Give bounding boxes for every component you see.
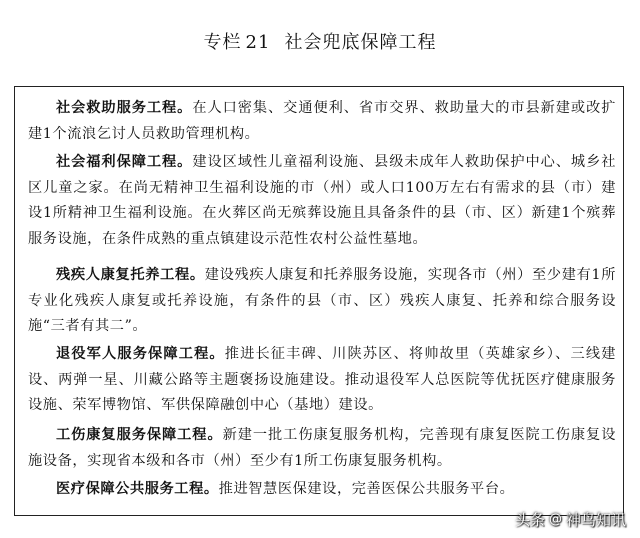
section-body: 推进智慧医保建设，完善医保公共服务平台。 [218, 481, 515, 497]
section-heading: 社会救助服务工程。 [56, 100, 193, 116]
title-text: 社会兜底保障工程 [284, 32, 437, 53]
section-body: 推进长征丰碑、川陕苏区、将帅故里（英雄家乡）、三线建设、两弹一星、川藏公路等主题褒扬设施建设。推动退役军人总医院等优抚医疗健康服务设施、荣军博物馆、军供保障融创中心（基地）建设。 [28, 346, 616, 413]
section-social-welfare [28, 150, 616, 252]
title-prefix: 专栏 [203, 32, 242, 53]
section-heading: 残疾人康复托养工程。 [56, 267, 205, 283]
section-body: 在人口密集、交通便利、省市交界、救助量大的市县新建或改扩建1个流浪乞讨人员救助管理机构。 [28, 100, 616, 142]
column-title [0, 28, 640, 54]
section-heading: 工伤康复服务保障工程。 [56, 427, 223, 443]
section-heading: 医疗保障公共服务工程。 [56, 481, 219, 497]
section-social-assistance [28, 96, 616, 147]
section-heading: 社会福利保障工程。 [56, 154, 193, 170]
section-body: 新建一批工伤康复服务机构，完善现有康复医院工伤康复设施设备，实现省本级和各市（州）至少有1所工伤康复服务机构。 [28, 427, 616, 469]
section-work-injury-rehab [28, 423, 616, 474]
section-medical-security [28, 477, 616, 503]
section-body: 建设区域性儿童福利设施、县级未成年人救助保护中心、城乡社区儿童之家。在尚无精神卫生福利设施的市（州）或人口100万左右有需求的县（市）建设1所精神卫生福利设施。在火葬区尚无殡葬设施且具备条件的县（市、区）新建1个殡葬服务设施，在条件成熟的重点镇建设示范性农村公益性墓地。 [28, 154, 616, 247]
title-number: 21 [245, 32, 271, 53]
section-heading: 退役军人服务保障工程。 [56, 346, 225, 362]
section-veterans-service [28, 342, 616, 419]
section-body: 建设残疾人康复和托养服务设施，实现各市（州）至少建有1所专业化残疾人康复或托养设施，有条件的县（市、区）残疾人康复、托养和综合服务设施“三者有其二”。 [28, 267, 616, 334]
watermark-right: 神鸟知讯 [565, 511, 626, 529]
watermark-separator: @ [548, 512, 562, 527]
section-disability-rehab [28, 263, 616, 340]
watermark [515, 509, 626, 530]
watermark-left: 头条 [514, 511, 545, 529]
